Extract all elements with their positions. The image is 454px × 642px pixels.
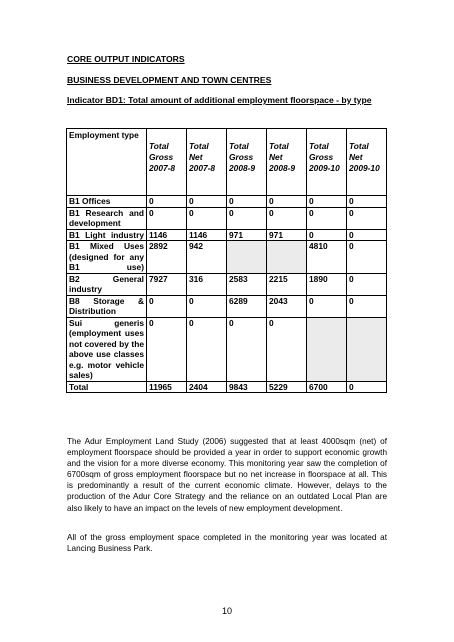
table-row [67,196,387,208]
cell: 0 [267,317,307,381]
row-label: B1 Light industry [67,229,147,241]
header-col-1: Total Gross 2007-8 [147,129,187,196]
cell [347,317,387,381]
employment-floorspace-table [66,128,387,393]
cell [267,241,307,274]
header-col-6: Total Net 2009-10 [347,129,387,196]
cell: 942 [187,241,227,274]
cell: 0 [347,241,387,274]
header-employment-type: Employment type [67,129,147,196]
cell: 2043 [267,295,307,317]
cell: 971 [267,229,307,241]
paragraph-lancing-business-park: All of the gross employment space completed in the monitoring year was located at Lancing Business Park. [67,533,387,554]
cell: 0 [307,207,347,229]
table-row-total [67,381,387,393]
cell: 0 [347,295,387,317]
row-label: Total [67,381,147,393]
row-label: B1 Research and development [67,207,147,229]
cell: 0 [267,207,307,229]
row-label: B1 Mixed Uses (designed for any B1 use) [67,241,147,274]
cell [227,241,267,274]
cell: 0 [347,207,387,229]
row-label: Sui generis (employment uses not covered by the above use classes e.g. motor vehicle sales) [67,317,147,381]
cell: 0 [307,229,347,241]
cell: 1146 [187,229,227,241]
table-row [67,317,387,381]
table-row [67,273,387,295]
table-row [67,295,387,317]
cell: 0 [307,196,347,208]
cell: 971 [227,229,267,241]
cell: 0 [227,207,267,229]
cell: 2583 [227,273,267,295]
row-label: B2 General industry [67,273,147,295]
table-header-row [67,129,387,196]
table-row [67,241,387,274]
cell: 6289 [227,295,267,317]
cell: 5229 [267,381,307,393]
header-col-3: Total Gross 2008-9 [227,129,267,196]
cell: 9843 [227,381,267,393]
cell: 0 [187,295,227,317]
cell: 11965 [147,381,187,393]
cell: 0 [187,207,227,229]
cell: 0 [347,229,387,241]
header-col-4: Total Net 2008-9 [267,129,307,196]
table-row [67,207,387,229]
core-output-heading: CORE OUTPUT INDICATORS [67,54,185,64]
cell: 4810 [307,241,347,274]
cell: 0 [267,196,307,208]
paragraph-employment-study: The Adur Employment Land Study (2006) suggested that at least 4000sqm (net) of employment floorspace should be provided a year in order to support economic growth and the vision for a more diverse economy. This monitoring year saw the completion of 6700sqm of gross employment floorspace but no net increase in floorspace at all. This is predominantly a result of the current economic climate. However, delays to the production of the Adur Core Strategy and the reliance on an outdated Local Plan are also likely to have an impact on the levels of new employment development. [67,437,387,513]
cell: 2215 [267,273,307,295]
cell: 0 [147,295,187,317]
cell: 0 [187,196,227,208]
cell: 1146 [147,229,187,241]
cell: 0 [347,196,387,208]
cell: 0 [307,295,347,317]
cell: 0 [147,317,187,381]
cell: 0 [347,273,387,295]
cell: 0 [227,196,267,208]
header-col-5: Total Gross 2009-10 [307,129,347,196]
cell: 6700 [307,381,347,393]
cell: 1890 [307,273,347,295]
cell: 0 [227,317,267,381]
cell [307,317,347,381]
section-heading: BUSINESS DEVELOPMENT AND TOWN CENTRES [67,75,272,85]
cell: 0 [187,317,227,381]
cell: 316 [187,273,227,295]
cell: 0 [147,207,187,229]
cell: 0 [347,381,387,393]
cell: 2892 [147,241,187,274]
cell: 0 [147,196,187,208]
indicator-heading: Indicator BD1: Total amount of additional employment floorspace - by type [67,95,372,105]
cell: 2404 [187,381,227,393]
page-number: 10 [221,606,232,616]
cell: 7927 [147,273,187,295]
row-label: B1 Offices [67,196,147,208]
table-row [67,229,387,241]
row-label: B8 Storage & Distribution [67,295,147,317]
header-col-2: Total Net 2007-8 [187,129,227,196]
